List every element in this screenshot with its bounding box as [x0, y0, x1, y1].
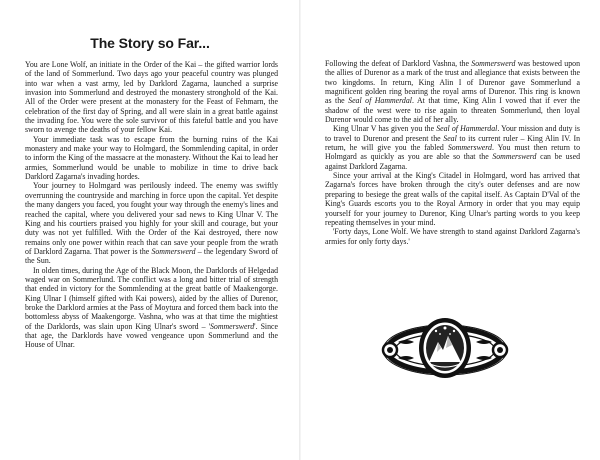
paragraph: 'Forty days, Lone Wolf. We have strength to stand against Darklord Zagarna's armies for only forty days.': [325, 227, 580, 246]
paragraph: Following the defeat of Darklord Vashna, the Sommerswerd was bestowed upon the allies of Durenor as a mark of the trust and allegiance that exists between the two kingdoms. In return, King Alin I of Durenor gave Sommerlund a magnificent golden ring bearing the royal arms of Durenor. This ring is known as the Seal of Hammerdal. At that time, King Alin I vowed that if ever the shadow of the west were to rise again to threaten Sommerlund, then loyal Durenor would come to the aid of her ally.: [325, 59, 580, 125]
right-text-column: [325, 59, 580, 246]
page-title: The Story so Far...: [90, 35, 210, 51]
paragraph: Your journey to Holmgard was perilously indeed. The enemy was swiftly overrunning the countryside and marching in force upon the capital. Yet despite the many dangers you faced, you fought your way through the enemy's lines and reached the capital, where you delivered your sad news to King Ulnar V. The King and his courtiers praised you highly for your skill and courage, but your duty was not yet fulfilled. With the Order of the Kai destroyed, there now remains only one power within reach that can save your people from the wrath of Darklord Zagarna. That power is the Sommerswerd – the legendary Sword of the Sun.: [25, 181, 278, 266]
paragraph: King Ulnar V has given you the Seal of Hammerdal. Your mission and duty is to travel to Durenor and present the Seal to its current ruler – King Alin IV. In return, he will give you the fabled Sommerswerd. You must then return to Holmgard as quickly as you are able so that the Sommerswerd can be used against Darklord Zagarna.: [325, 124, 580, 171]
paragraph: Since your arrival at the King's Citadel in Holmgard, word has arrived that Zagarna's forces have broken through the city's outer defenses and are now preparing to besiege the great walls of the capital itself. As Captain D'Val of the King's Guards escorts you to the Royal Armory in order that you may equip yourself for your journey to Durenor, King Ulnar's parting words to you keep repeating themselves in your mind.: [325, 171, 580, 227]
paragraph: Your immediate task was to escape from the burning ruins of the Kai monastery and make your way to Holmgard, the Sommlending capital, in order to inform the King of the massacre at the monastery. Without the Kai to lead her armies, Sommerlund would be unable to mobilize in time to drive back Darklord Zagarna's invading hordes.: [25, 134, 278, 182]
seal-of-hammerdal-icon: [380, 312, 510, 384]
left-text-column: [25, 60, 278, 350]
paragraph: You are Lone Wolf, an initiate in the Order of the Kai – the gifted warrior lords of the land of Sommerlund. Two days ago your peaceful country was plunged into war when a vast army, led by Darklord Zagarna, launched a surprise invasion into Sommerlund and destroyed the monastery stronghold of the Kai. All of the Order were present at the monastery for the Feast of Fehmarn, the celebration of the first day of Spring, and all were slain in a great battle against the invading foe. You were the sole survivor of this fateful battle and you have sworn to avenge the deaths of your fellow Kai.: [25, 60, 278, 135]
paragraph: In olden times, during the Age of the Black Moon, the Darklords of Helgedad waged war on Sommerlund. The conflict was a long and bitter trial of strength that ended in victory for the Sommlending at the great battle of Maakengorge. King Ulnar I (himself gifted with Kai powers), aided by the allies of Durenor, broke the Darklord armies at the Pass of Moytura and forced them back into the bottomless abyss of Maakengorge. Vashna, who was at that time the mightiest of the Darklords, was slain upon King Ulnar's sword – 'Sommerswerd'. Since that age, the Darklords have vowed vengeance upon Sommerlund and the House of Ulnar.: [25, 265, 278, 350]
right-page: [300, 0, 600, 460]
